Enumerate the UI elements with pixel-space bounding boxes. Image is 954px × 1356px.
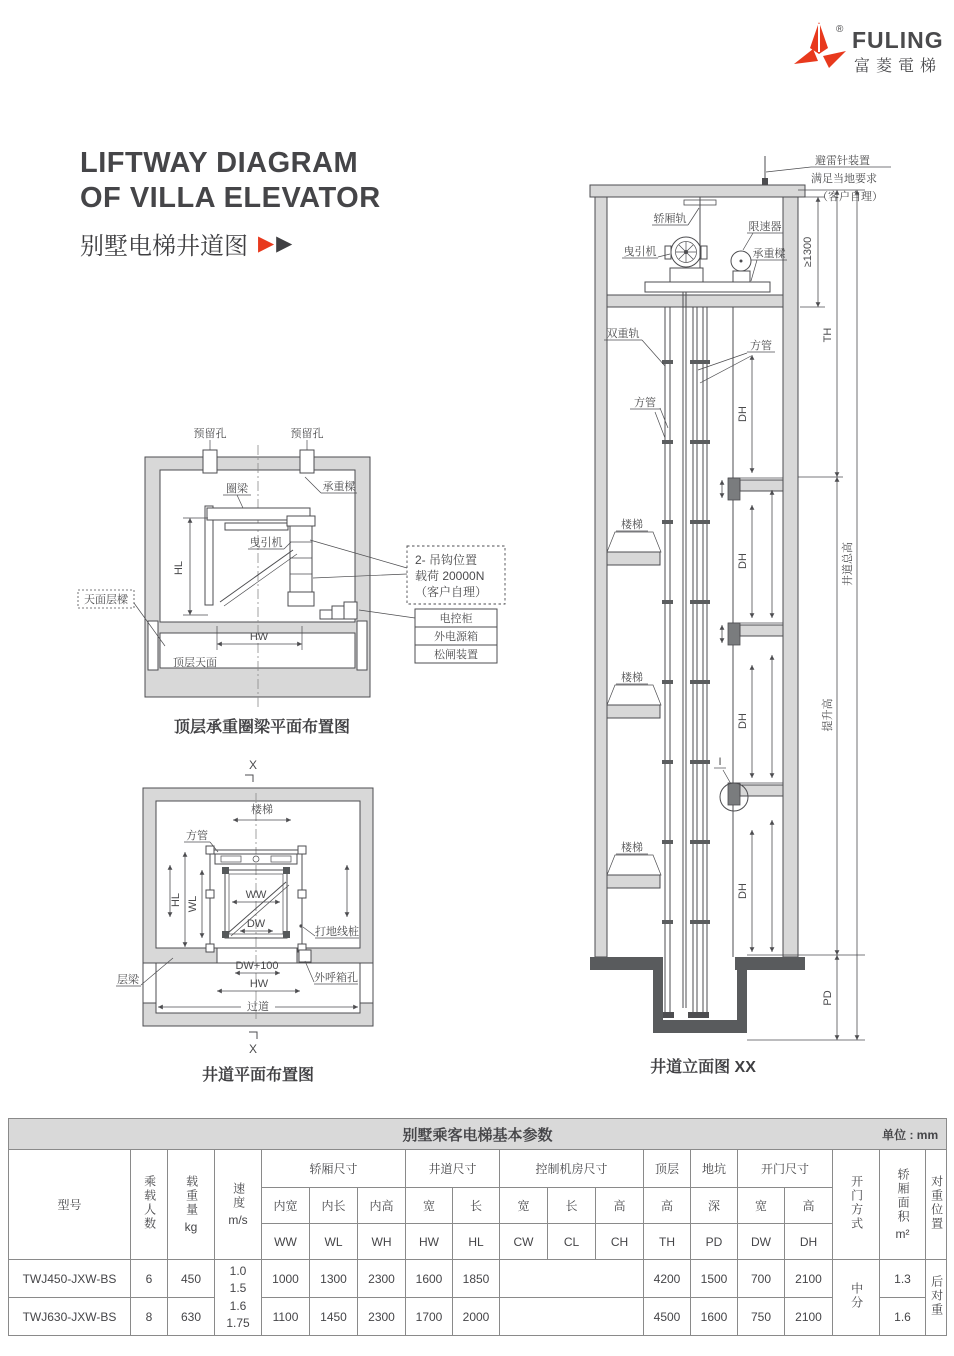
- group-car-size: 轿厢尺寸: [262, 1150, 406, 1188]
- header-model: 型号: [9, 1150, 131, 1260]
- header-code-cl: CL: [548, 1224, 596, 1260]
- cell-load-1: 450: [168, 1260, 215, 1298]
- header-cn-cw: 宽: [500, 1188, 548, 1224]
- dim-pd-label: PD: [822, 990, 834, 1006]
- speed-value-3: 1.6: [229, 1298, 247, 1313]
- header-door-type-text: 开门方式: [849, 1175, 864, 1231]
- group-door-size: 开门尺寸: [738, 1150, 833, 1188]
- cell-area-1: 1.3: [880, 1260, 926, 1298]
- equipment-list: [359, 609, 497, 663]
- dim-wl-label: WL: [187, 895, 199, 913]
- header-persons: [131, 1150, 168, 1260]
- dim-th-label: TH: [822, 327, 834, 343]
- height-dimensions: [747, 190, 865, 1040]
- cell-hl-1: 1850: [453, 1260, 500, 1298]
- dim-hl-label: HL: [170, 892, 182, 908]
- header-cn-wh: 内高: [358, 1188, 406, 1224]
- header-speed: [215, 1150, 262, 1260]
- elevation-diagram: [585, 140, 905, 1090]
- table-row-1: [9, 1260, 947, 1298]
- lightning-label-1: 避雷针装置: [815, 155, 870, 167]
- cell-persons-2: 8: [131, 1298, 168, 1336]
- header-car-area-unit: m²: [895, 1227, 910, 1241]
- table-title-row: [9, 1119, 947, 1150]
- cell-load-2: 630: [168, 1298, 215, 1336]
- machine-room-labels: [622, 208, 787, 281]
- header-load: [168, 1150, 215, 1260]
- page-subtitle-text: 别墅电梯井道图: [80, 232, 248, 260]
- cell-area-2: 1.6: [880, 1298, 926, 1336]
- header-load-unit: kg: [184, 1220, 198, 1234]
- dim-hl-label: HL: [173, 560, 185, 576]
- door-type-value: 中分: [849, 1282, 864, 1310]
- hook-note-line3: （客户自理）: [415, 585, 488, 599]
- registered-mark: ®: [836, 24, 844, 35]
- dim-dw-label: DW: [246, 918, 266, 930]
- table-title-cell: [9, 1119, 947, 1150]
- section-x-top-label: X: [248, 758, 258, 772]
- title-arrows: [258, 233, 292, 254]
- cell-ww-2: 1100: [262, 1298, 310, 1336]
- cell-hl-2: 2000: [453, 1298, 500, 1336]
- governor-base: [733, 271, 750, 282]
- roof-top-label: 顶层天面: [173, 657, 217, 669]
- logo: [792, 18, 948, 85]
- header-code-th: TH: [644, 1224, 691, 1260]
- dim-dh-label-1: DH: [737, 406, 749, 422]
- hook-note-line1: 2- 吊钩位置: [415, 553, 478, 567]
- header-cn-ww: 内宽: [262, 1188, 310, 1224]
- header-code-wl: WL: [310, 1224, 358, 1260]
- cell-model-1: TWJ450-JXW-BS: [9, 1260, 131, 1298]
- stairs-label-1: 楼梯: [621, 519, 643, 531]
- cell-wl-1: 1300: [310, 1260, 358, 1298]
- header-cn-hl: 长: [453, 1188, 500, 1224]
- cell-dw-2: 750: [738, 1298, 785, 1336]
- ring-beam-label: 圈梁: [226, 483, 248, 495]
- governor-label: 限速器: [748, 221, 782, 233]
- title-block: [80, 146, 480, 261]
- floor-beam-label: 层梁: [117, 974, 139, 986]
- call-box-hole-label: 外呼箱孔: [314, 972, 358, 984]
- dim-dh-label-3: DH: [737, 713, 749, 729]
- logo-brand-cn: 富菱電梯: [854, 58, 943, 75]
- dh-dimensions: [737, 355, 772, 952]
- guide-rails: [660, 292, 733, 1018]
- elevation-caption: 井道立面图 XX: [650, 1059, 756, 1076]
- machine-room: [645, 197, 770, 292]
- table-group-header-row: [9, 1150, 947, 1188]
- cell-persons-1: 6: [131, 1260, 168, 1298]
- equipment-item-1: 电控柜: [439, 613, 473, 625]
- roof-beam-label: 天面层樑: [84, 594, 128, 606]
- dark-arrow-icon: ▶: [276, 231, 293, 255]
- dim-1300: [800, 197, 825, 307]
- lightning-label-3: （客户自理）: [817, 191, 883, 203]
- rail-labels: [604, 326, 775, 438]
- header-code-dw: DW: [738, 1224, 785, 1260]
- floor-stairs: [607, 517, 661, 888]
- reserved-hole-left: [203, 450, 217, 473]
- cell-hw-2: 1700: [406, 1298, 453, 1336]
- square-tube-label-right: 方管: [750, 340, 772, 352]
- stairs-label: 楼梯: [251, 804, 273, 816]
- equipment-item-2: 外电源箱: [434, 631, 478, 643]
- logo-graphic: [792, 18, 948, 80]
- lightning-label-2: 满足当地要求: [811, 173, 877, 185]
- landing-doors: [714, 478, 783, 811]
- group-pit: 地坑: [691, 1150, 738, 1188]
- dim-hw-label: HW: [249, 631, 269, 643]
- header-car-area-text: 轿厢面积: [896, 1168, 911, 1224]
- table-unit-note: 单位 : mm: [882, 1128, 939, 1142]
- section-x-bottom-label: X: [248, 1042, 258, 1056]
- header-cn-dh: 高: [785, 1188, 833, 1224]
- cell-pd-2: 1600: [691, 1298, 738, 1336]
- car-rail-label: 轿厢轨: [653, 213, 687, 225]
- header-speed-text: 速度: [231, 1182, 246, 1210]
- stairs-label-2: 楼梯: [621, 672, 643, 684]
- cell-hw-1: 1600: [406, 1260, 453, 1298]
- header-cwt-position: [926, 1150, 947, 1260]
- group-top-floor: 顶层: [644, 1150, 691, 1188]
- traction-machine-label: 曳引机: [623, 246, 657, 258]
- bearing-beam-label: 承重樑: [322, 481, 356, 493]
- table-title: 别墅乘客电梯基本参数: [402, 1126, 553, 1144]
- header-code-ch: CH: [596, 1224, 644, 1260]
- cell-dw-1: 700: [738, 1260, 785, 1298]
- cell-ww-1: 1000: [262, 1260, 310, 1298]
- hook-note-line2: 载荷 20000N: [415, 569, 485, 583]
- header-cn-pd: 深: [691, 1188, 738, 1224]
- dim-dh-label-2: DH: [737, 553, 749, 569]
- reserved-hole-label-right: 预留孔: [290, 428, 324, 440]
- header-code-pd: PD: [691, 1224, 738, 1260]
- speed-value-2: 1.5: [229, 1281, 247, 1296]
- parameter-table: [8, 1118, 947, 1336]
- header-code-cw: CW: [500, 1224, 548, 1260]
- square-tube-label-left: 方管: [634, 397, 656, 409]
- cell-door-type-merged: [833, 1260, 880, 1336]
- header-cn-th: 高: [644, 1188, 691, 1224]
- speed-value-4: 1.75: [226, 1315, 250, 1330]
- header-code-ww: WW: [262, 1224, 310, 1260]
- header-load-text: 载重量: [184, 1175, 199, 1217]
- total-height-label: 井道总高: [842, 542, 854, 586]
- double-rail-label: 双重轨: [606, 328, 640, 340]
- cell-model-2: TWJ630-JXW-BS: [9, 1298, 131, 1336]
- cell-wl-2: 1450: [310, 1298, 358, 1336]
- header-code-wh: WH: [358, 1224, 406, 1260]
- bearing-beam-label: 承重樑: [752, 248, 786, 260]
- group-machine-room-size: 控制机房尺寸: [500, 1150, 644, 1188]
- lift-height-label: 提升高: [822, 698, 834, 732]
- header-cn-hw: 宽: [406, 1188, 453, 1224]
- call-box-hole: [299, 950, 311, 962]
- dim-1300-label: ≥1300: [802, 236, 814, 268]
- dim-ww-label: WW: [245, 889, 267, 901]
- header-door-type: [833, 1150, 880, 1260]
- header-cn-ch: 高: [596, 1188, 644, 1224]
- ground-pile-label: 打地线桩: [315, 926, 359, 938]
- dim-dw100-label: DW+100: [235, 960, 279, 972]
- dim-hw-label: HW: [249, 978, 269, 990]
- header-code-dh: DH: [785, 1224, 833, 1260]
- cell-pd-1: 1500: [691, 1260, 738, 1298]
- cell-dh-2: 2100: [785, 1298, 833, 1336]
- header-cwt-text: 对重位置: [929, 1175, 944, 1231]
- plan-top-diagram: [75, 420, 595, 752]
- reserved-hole-label-left: 预留孔: [193, 428, 227, 440]
- cell-machine-room-empty-2: [500, 1298, 644, 1336]
- cwt-value: 后对重: [929, 1275, 944, 1317]
- cell-wh-1: 2300: [358, 1260, 406, 1298]
- square-tube-label: 方管: [186, 830, 208, 842]
- detail-mark-label: I: [718, 756, 722, 768]
- cell-speed-merged: [215, 1260, 262, 1336]
- speed-value-1: 1.0: [229, 1263, 247, 1278]
- header-persons-text: 乘载人数: [142, 1175, 157, 1231]
- plan-top-caption: 顶层承重圈梁平面布置图: [173, 719, 351, 736]
- page-title-line1: LIFTWAY DIAGRAM: [80, 147, 359, 179]
- header-code-hw: HW: [406, 1224, 453, 1260]
- plan-shaft-diagram: [75, 755, 430, 1100]
- header-cn-wl: 内长: [310, 1188, 358, 1224]
- corridor-label: 过道: [247, 1001, 269, 1013]
- stairs-label-3: 楼梯: [621, 842, 643, 854]
- cell-th-1: 4200: [644, 1260, 691, 1298]
- red-arrow-icon: ▶: [258, 231, 275, 255]
- header-cn-dw: 宽: [738, 1188, 785, 1224]
- cell-dh-1: 2100: [785, 1260, 833, 1298]
- header-code-hl: HL: [453, 1224, 500, 1260]
- header-cn-cl: 长: [548, 1188, 596, 1224]
- traction-machine-label: 曳引机: [249, 537, 283, 549]
- cell-wh-2: 2300: [358, 1298, 406, 1336]
- header-car-area: [880, 1150, 926, 1260]
- dim-dh-label-4: DH: [737, 883, 749, 899]
- reserved-hole-right: [300, 450, 314, 473]
- cell-th-2: 4500: [644, 1298, 691, 1336]
- table-row-2: [9, 1298, 947, 1336]
- header-speed-unit: m/s: [228, 1213, 248, 1227]
- group-shaft-size: 井道尺寸: [406, 1150, 500, 1188]
- equipment-item-3: 松闸装置: [434, 649, 478, 661]
- cell-cwt-merged: [926, 1260, 947, 1336]
- logo-brand-text: FULING: [852, 27, 944, 53]
- page-title-line2: OF VILLA ELEVATOR: [80, 181, 381, 214]
- page-subtitle: [80, 226, 480, 261]
- cell-machine-room-empty-1: [500, 1260, 644, 1298]
- plan-shaft-caption: 井道平面布置图: [201, 1067, 315, 1084]
